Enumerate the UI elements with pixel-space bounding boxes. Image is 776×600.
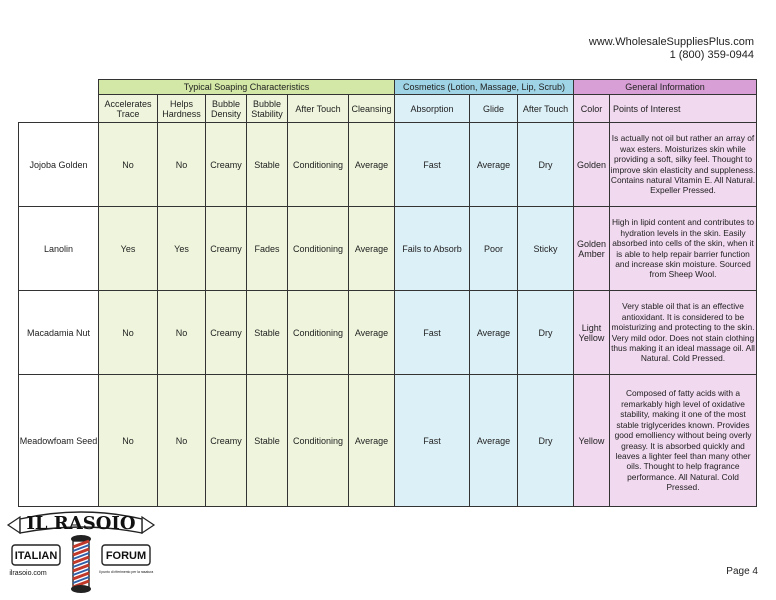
cell-color: Light Yellow xyxy=(574,291,610,375)
cell-stability: Stable xyxy=(247,123,288,207)
table-row xyxy=(19,375,757,507)
ribbon-right-tail xyxy=(142,517,154,533)
logo-left-word: ITALIAN xyxy=(14,550,58,562)
header-bubble-density: Bubble Density xyxy=(206,95,247,123)
table-row xyxy=(19,123,757,207)
cell-hardness: No xyxy=(158,291,206,375)
logo-title: IL RASOIO xyxy=(26,513,136,534)
cell-after-touch: Conditioning xyxy=(288,207,349,291)
column-header-row xyxy=(19,95,757,123)
group-header-row xyxy=(19,80,757,95)
cell-points-of-interest: Very stable oil that is an effective antioxidant. It is considered to be moisturizing and protecting to the skin. Very mild odor. Does not stain clothing thus making it an ideal massage oil. All Natural. Cold Pressed. xyxy=(610,291,757,375)
header-bubble-stability: Bubble Stability xyxy=(247,95,288,123)
header-accelerates-trace: Accelerates Trace xyxy=(99,95,158,123)
cell-cleansing: Average xyxy=(349,375,395,507)
cell-density: Creamy xyxy=(206,375,247,507)
cell-stability: Stable xyxy=(247,291,288,375)
cell-points-of-interest: High in lipid content and contributes to hydration levels in the skin. Easily absorbed into cells of the skin, when it is able to help repair barrier function and increase skin moisture. Sourced from Sheep Wool. xyxy=(610,207,757,291)
logo-right-word: FORUM xyxy=(105,550,147,562)
cell-points-of-interest: Is actually not oil but rather an array of wax esters. Moisturizes skin while providing a soft, silky feel. Thought to improve skin elasticity and suppleness. Contains natural Vitamin E. All Natural. Expeller Pressed. xyxy=(610,123,757,207)
cell-trace: Yes xyxy=(99,207,158,291)
header-cleansing: Cleansing xyxy=(349,95,395,123)
blank-corner xyxy=(19,80,99,95)
cell-hardness: Yes xyxy=(158,207,206,291)
oil-name: Meadowfoam Seed xyxy=(19,375,99,507)
pole-cap-bottom xyxy=(71,585,91,593)
cell-cleansing: Average xyxy=(349,291,395,375)
cell-color: Golden xyxy=(574,123,610,207)
cell-cos-after-touch: Dry xyxy=(518,291,574,375)
cell-cos-after-touch: Dry xyxy=(518,123,574,207)
cell-absorption: Fast xyxy=(395,375,470,507)
cell-cleansing: Average xyxy=(349,123,395,207)
oil-name: Lanolin xyxy=(19,207,99,291)
cell-after-touch: Conditioning xyxy=(288,123,349,207)
blank-corner-2 xyxy=(19,95,99,123)
header-color: Color xyxy=(574,95,610,123)
cell-trace: No xyxy=(99,291,158,375)
cell-trace: No xyxy=(99,123,158,207)
cell-density: Creamy xyxy=(206,207,247,291)
cell-stability: Fades xyxy=(247,207,288,291)
il-rasoio-logo xyxy=(6,499,156,599)
table-row xyxy=(19,291,757,375)
header-after-touch: After Touch xyxy=(288,95,349,123)
cell-glide: Average xyxy=(470,375,518,507)
header-helps-hardness: Helps Hardness xyxy=(158,95,206,123)
cell-glide: Average xyxy=(470,123,518,207)
cell-cos-after-touch: Dry xyxy=(518,375,574,507)
header-cos-after-touch: After Touch xyxy=(518,95,574,123)
cell-cos-after-touch: Sticky xyxy=(518,207,574,291)
cell-absorption: Fast xyxy=(395,123,470,207)
oil-properties-table xyxy=(18,79,757,507)
group-soaping: Typical Soaping Characteristics xyxy=(99,80,395,95)
cell-after-touch: Conditioning xyxy=(288,375,349,507)
logo-tagline: Il punto di riferimento per la rasatura xyxy=(98,570,154,574)
cell-after-touch: Conditioning xyxy=(288,291,349,375)
cell-cleansing: Average xyxy=(349,207,395,291)
cell-points-of-interest: Composed of fatty acids with a remarkably high level of oxidative stability, making it one of the most stable triglycerides known. Provides good emolliency without being overly greasy. It is absorbed quickly and leaves a lighter feel than many other oils. Thought to help fragrance performance. All Natural. Cold Pressed. xyxy=(610,375,757,507)
table-row xyxy=(19,207,757,291)
phone-text: 1 (800) 359-0944 xyxy=(669,49,754,61)
contact-info xyxy=(589,36,754,62)
header-glide: Glide xyxy=(470,95,518,123)
ribbon-left-tail xyxy=(8,517,20,533)
cell-color: Golden Amber xyxy=(574,207,610,291)
cell-hardness: No xyxy=(158,375,206,507)
cell-glide: Poor xyxy=(470,207,518,291)
logo-site: ilrasoio.com xyxy=(9,570,47,577)
cell-density: Creamy xyxy=(206,123,247,207)
cell-density: Creamy xyxy=(206,291,247,375)
cell-absorption: Fast xyxy=(395,291,470,375)
cell-trace: No xyxy=(99,375,158,507)
website-text: www.WholesaleSuppliesPlus.com xyxy=(588,36,754,48)
cell-glide: Average xyxy=(470,291,518,375)
group-general: General Information xyxy=(574,80,757,95)
cell-stability: Stable xyxy=(247,375,288,507)
group-cosmetics: Cosmetics (Lotion, Massage, Lip, Scrub) xyxy=(395,80,574,95)
cell-hardness: No xyxy=(158,123,206,207)
header-absorption: Absorption xyxy=(395,95,470,123)
oil-name: Macadamia Nut xyxy=(19,291,99,375)
header-points-of-interest: Points of Interest xyxy=(610,95,757,123)
cell-absorption: Fails to Absorb xyxy=(395,207,470,291)
page-number: Page 4 xyxy=(726,566,758,577)
oil-name: Jojoba Golden xyxy=(19,123,99,207)
cell-color: Yellow xyxy=(574,375,610,507)
